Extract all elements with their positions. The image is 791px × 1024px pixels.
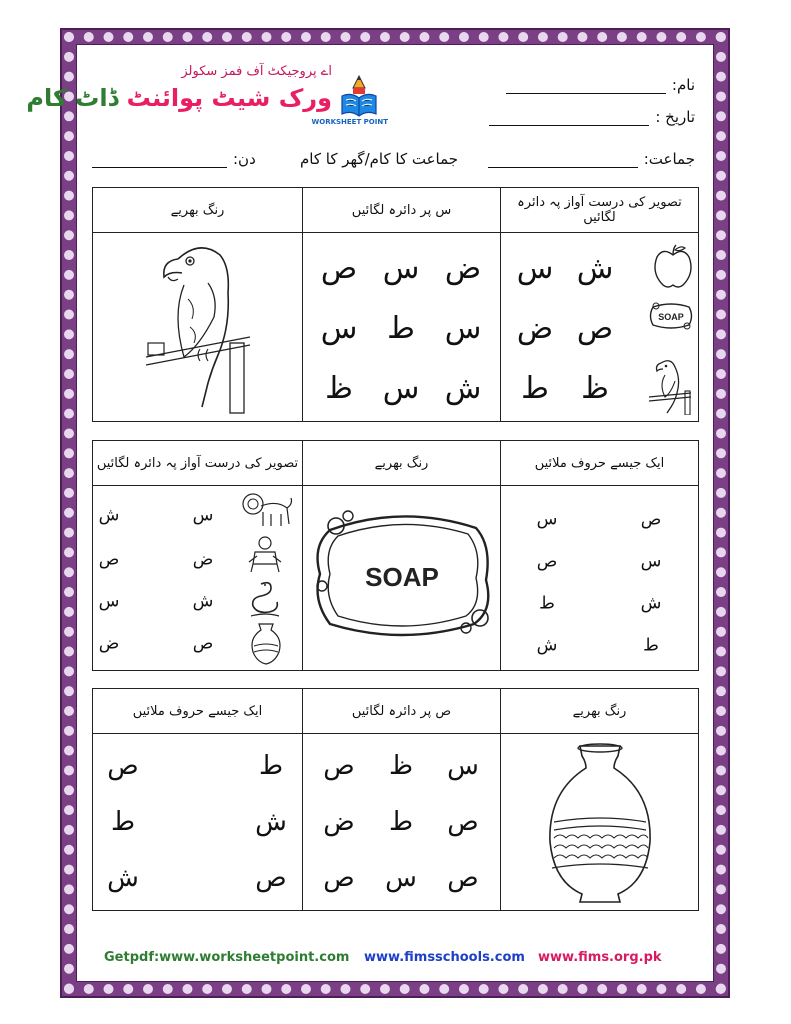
s2-match-letter[interactable]: ص [536, 551, 558, 572]
s1-header-color: رنگ بھریے [93, 188, 303, 233]
brand-logo-block [26, 64, 388, 134]
soap-small-text: SOAP [658, 312, 684, 322]
s3-circle-letter[interactable]: ط [388, 807, 414, 837]
s3-circle-letter[interactable]: ض [323, 807, 355, 837]
day-field[interactable] [92, 150, 256, 168]
vase-icon [249, 622, 283, 666]
name-line[interactable] [506, 93, 666, 94]
class-label: جماعت: [643, 150, 695, 168]
footer-link-worksheetpoint[interactable]: Getpdf:www.worksheetpoint.com [104, 950, 350, 965]
s1-sound-cell [501, 233, 699, 422]
brand-name-pink: ورک شیٹ پوائنٹ [126, 84, 332, 112]
brand-tagline: اے پروجیکٹ آف فمز سکولز [181, 64, 332, 79]
date-line[interactable] [489, 125, 649, 126]
class-line[interactable] [488, 167, 638, 168]
date-label: تاریخ : [655, 108, 695, 126]
s3-match-letter[interactable]: ص [255, 863, 287, 893]
footer-link-fims[interactable]: www.fims.org.pk [538, 950, 662, 965]
s1-sound-letter[interactable]: ش [576, 251, 614, 286]
s2-match-letter[interactable]: ط [539, 593, 555, 614]
s1-circle-letter[interactable]: ص [320, 251, 358, 286]
s1-color-cell [93, 233, 303, 422]
s2-match-letter[interactable]: ط [643, 635, 659, 656]
s2-color-cell [303, 486, 501, 671]
s2-match-letter[interactable]: ش [536, 635, 558, 656]
s1-sound-letter[interactable]: ط [521, 371, 549, 406]
s2-sound-letter[interactable]: س [98, 591, 120, 612]
s2-match-letter[interactable]: ش [640, 593, 662, 614]
section-1-table [92, 187, 699, 422]
s1-header-sound: تصویر کی درست آواز پہ دائرہ لگائیں [501, 188, 699, 233]
soap-icon [647, 299, 695, 333]
s3-header-circle: ص پر دائرہ لگائیں [303, 689, 501, 734]
s3-match-letter[interactable]: ط [110, 807, 136, 837]
s1-circle-letter[interactable]: ط [387, 311, 415, 346]
s1-circle-letter[interactable]: س [382, 371, 420, 406]
s1-header-circle: س پر دائرہ لگائیں [303, 188, 501, 233]
soap-icon[interactable] [310, 500, 494, 650]
s3-match-letter[interactable]: ص [107, 751, 139, 781]
s3-circle-letter[interactable]: ظ [388, 751, 414, 781]
s1-circle-cell [303, 233, 501, 422]
parrot-icon [647, 357, 693, 415]
man-icon [245, 534, 285, 574]
s2-header-sound: تصویر کی درست آواز پہ دائرہ لگائیں [93, 441, 303, 486]
s3-circle-letter[interactable]: ص [447, 807, 479, 837]
s2-match-letter[interactable]: س [536, 509, 558, 530]
s1-circle-letter[interactable]: ظ [325, 371, 353, 406]
soap-big-text: SOAP [364, 562, 439, 592]
s2-header-match: ایک جیسے حروف ملائیں [501, 441, 699, 486]
s3-circle-letter[interactable]: س [385, 863, 417, 893]
s3-circle-letter[interactable]: ص [447, 863, 479, 893]
s2-sound-letter[interactable]: ض [98, 633, 120, 654]
s3-circle-letter[interactable]: س [447, 751, 479, 781]
section-3-table [92, 688, 699, 911]
class-field[interactable] [488, 150, 695, 168]
apple-icon [653, 243, 693, 289]
s2-match-cell [501, 486, 699, 671]
s2-header-color: رنگ بھریے [303, 441, 501, 486]
s3-match-cell [93, 734, 303, 911]
s1-circle-letter[interactable]: ش [444, 371, 482, 406]
brand-name [26, 84, 332, 112]
s2-sound-letter[interactable]: ض [192, 549, 214, 570]
s3-match-letter[interactable]: ش [107, 863, 139, 893]
name-field[interactable] [506, 76, 695, 94]
s2-match-letter[interactable]: ص [640, 509, 662, 530]
day-line[interactable] [92, 167, 227, 168]
snake-icon [245, 578, 285, 618]
s1-circle-letter[interactable]: ض [444, 251, 482, 286]
brand-logo-label: WORKSHEET POINT [311, 118, 388, 126]
s3-circle-letter[interactable]: ص [323, 751, 355, 781]
s3-match-letter[interactable]: ش [255, 807, 287, 837]
s3-match-letter[interactable]: ط [258, 751, 284, 781]
s1-sound-letter[interactable]: ظ [581, 371, 609, 406]
lion-icon [241, 490, 293, 530]
vase-icon[interactable] [540, 742, 660, 904]
date-field[interactable] [489, 108, 695, 126]
s1-sound-letter[interactable]: ص [576, 311, 614, 346]
footer-link-fimsschools[interactable]: www.fimsschools.com [364, 950, 525, 965]
footer [96, 946, 696, 970]
s2-sound-letter[interactable]: ص [192, 633, 214, 654]
book-pencil-icon [338, 74, 380, 118]
s3-header-color: رنگ بھریے [501, 689, 699, 734]
s3-circle-letter[interactable]: ص [323, 863, 355, 893]
day-label: دن: [233, 150, 256, 168]
s3-circle-cell [303, 734, 501, 911]
s2-sound-cell [93, 486, 303, 671]
s2-sound-letter[interactable]: ش [192, 591, 214, 612]
section-2-table [92, 440, 699, 671]
s3-color-cell [501, 734, 699, 911]
parrot-icon[interactable] [138, 237, 258, 415]
work-type-label: جماعت کا کام/گھر کا کام [300, 150, 459, 168]
s1-circle-letter[interactable]: س [444, 311, 482, 346]
brand-name-green: ڈاٹ کام [26, 84, 127, 112]
s2-sound-letter[interactable]: ص [98, 549, 120, 570]
s1-circle-letter[interactable]: س [382, 251, 420, 286]
name-label: نام: [671, 76, 695, 94]
s3-header-match: ایک جیسے حروف ملائیں [93, 689, 303, 734]
s1-sound-letter[interactable]: س [516, 251, 554, 286]
s2-match-letter[interactable]: س [640, 551, 662, 572]
s1-circle-letter[interactable]: س [320, 311, 358, 346]
s1-sound-letter[interactable]: ض [516, 311, 554, 346]
s2-sound-letter[interactable]: ش [98, 505, 120, 526]
s2-sound-letter[interactable]: س [192, 505, 214, 526]
